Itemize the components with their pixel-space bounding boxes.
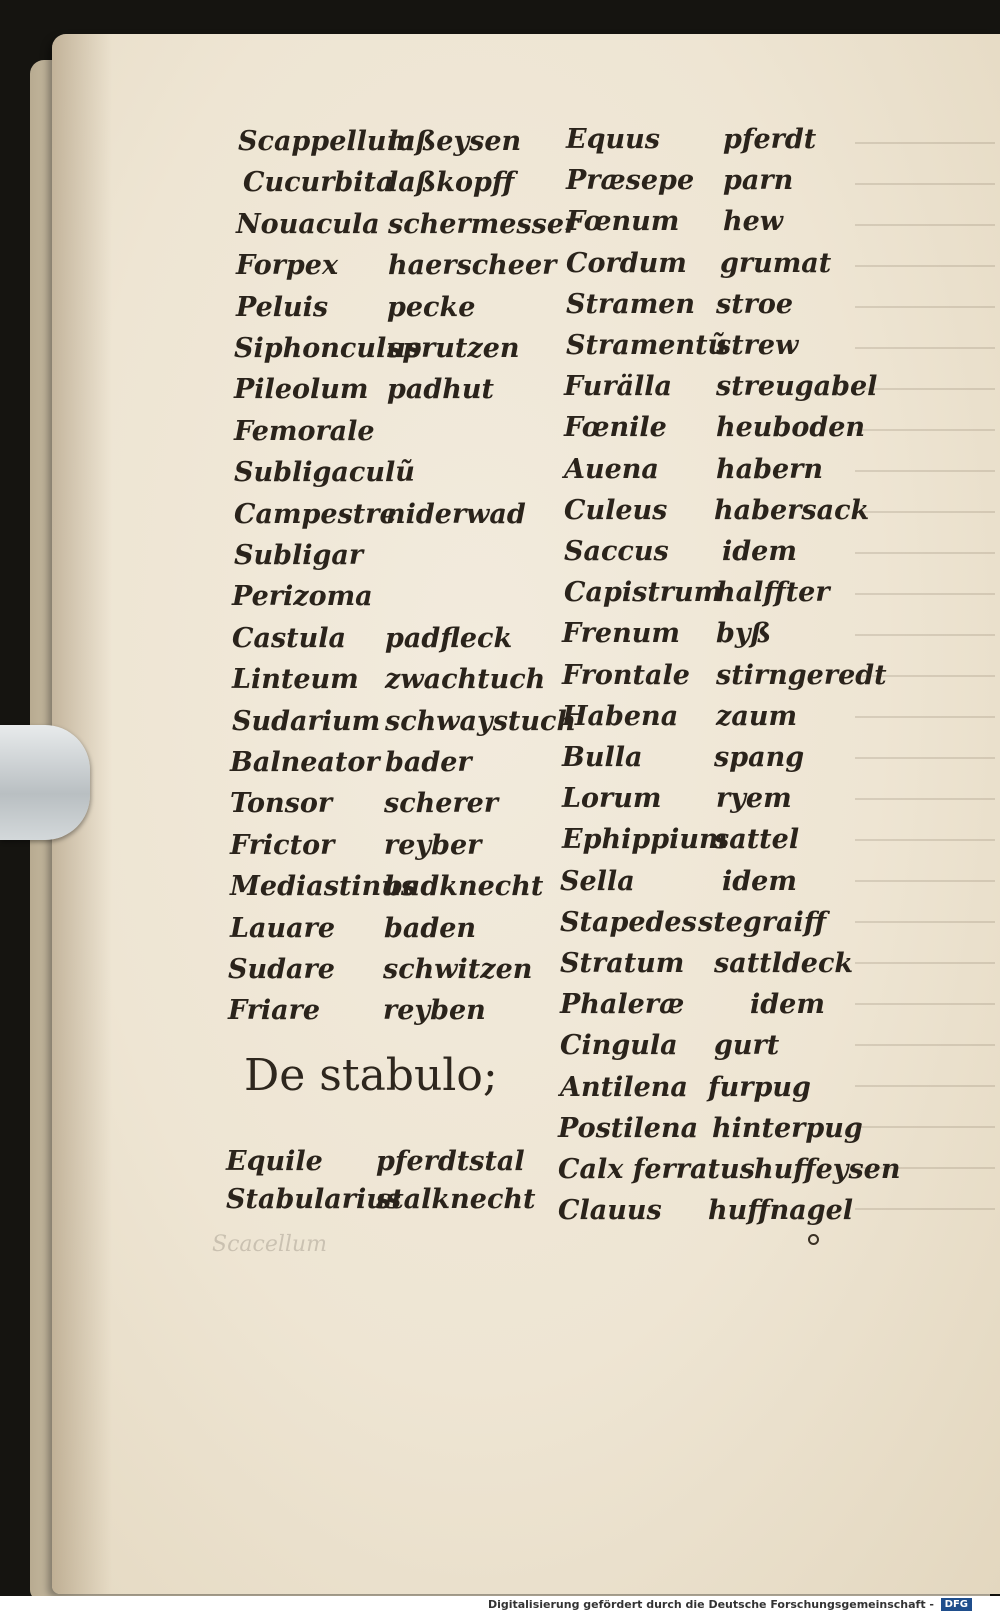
german-term: schwaystuch	[385, 705, 577, 737]
german-term: baden	[384, 912, 477, 944]
german-term: hinterpug	[712, 1112, 863, 1144]
latin-term: Forpex	[236, 250, 339, 282]
offset-print: Scacellum	[212, 1232, 327, 1257]
german-term: stirngeredt	[716, 659, 887, 691]
german-term: haerscheer	[388, 250, 557, 282]
latin-term: Lorum	[562, 783, 662, 815]
german-term: sattldeck	[714, 948, 854, 979]
german-term: parn	[723, 165, 794, 197]
latin-term: Mediastinus	[230, 871, 417, 903]
latin-term: Femorale	[234, 415, 375, 447]
german-term: pferdt	[723, 124, 817, 155]
german-term: sattel	[714, 824, 800, 856]
german-term: stalknecht	[376, 1184, 536, 1215]
latin-term: Stramen	[566, 288, 696, 320]
latin-term: Pileolum	[234, 374, 369, 406]
german-term: reyber	[384, 829, 482, 861]
section-heading: De stabulo;	[244, 1050, 498, 1101]
german-term: sprutzen	[387, 333, 520, 364]
german-term: huffnagel	[708, 1195, 854, 1227]
latin-term: Cordum	[566, 247, 687, 279]
latin-term: Campestre	[234, 498, 397, 530]
latin-term: Auena	[564, 453, 659, 485]
latin-term: Perizoma	[232, 581, 373, 613]
german-term: reyben	[383, 995, 486, 1027]
latin-term: Subligar	[234, 540, 364, 571]
latin-term: Cucurbita	[243, 167, 394, 199]
latin-term: Calx ferratus	[558, 1154, 755, 1185]
german-term: idem	[722, 536, 797, 567]
latin-term: Capistrum	[564, 577, 723, 609]
latin-term: Stabularius	[226, 1184, 402, 1215]
german-term: ryem	[716, 783, 792, 815]
german-term: spang	[714, 742, 805, 773]
german-term: laßeysen	[388, 126, 522, 157]
german-term: padhut	[387, 374, 494, 406]
latin-term: Equus	[566, 124, 660, 155]
german-term: halffter	[716, 577, 830, 609]
latin-term: Lauare	[230, 912, 336, 944]
latin-term: Cingula	[560, 1030, 678, 1062]
latin-term: Frenum	[562, 618, 680, 650]
latin-term: Sella	[560, 865, 635, 897]
dfg-logo: DFG	[941, 1598, 972, 1611]
latin-term: Stratum	[560, 948, 685, 979]
latin-term: Clauus	[558, 1195, 662, 1227]
german-term: pecke	[387, 291, 476, 323]
latin-term: Sudarium	[232, 705, 381, 737]
latin-term: Equile	[226, 1146, 323, 1177]
latin-term: Frontale	[562, 659, 690, 691]
german-term: idem	[750, 989, 825, 1021]
latin-term: Scappellum	[238, 126, 416, 157]
german-term: furpug	[708, 1071, 811, 1103]
latin-term: Castula	[232, 622, 347, 654]
latin-term: Stapedes	[560, 906, 697, 938]
german-term: habersack	[714, 494, 870, 526]
footer-credit: Digitalisierung gefördert durch die Deutsche Forschungsgemeinschaft -	[487, 1598, 934, 1611]
latin-term: Peluis	[236, 291, 329, 323]
latin-term: Saccus	[564, 536, 669, 567]
german-term: idem	[722, 865, 797, 897]
german-term: niderwad	[386, 498, 526, 530]
latin-term: Ephippium	[562, 824, 728, 856]
german-term: stegraiff	[698, 906, 827, 938]
latin-term: Culeus	[564, 494, 668, 526]
latin-term: Nouacula	[236, 208, 380, 240]
latin-term: Sudare	[228, 954, 335, 985]
german-term: schwitzen	[383, 954, 533, 985]
latin-term: Phaleræ	[560, 989, 685, 1021]
german-term: stroe	[716, 288, 794, 320]
german-term: badknecht	[384, 871, 544, 903]
german-term: byß	[716, 618, 772, 650]
latin-term: Frictor	[230, 829, 335, 861]
german-term: streugabel	[716, 371, 878, 403]
latin-term: Habena	[562, 700, 679, 732]
latin-term: Antilena	[560, 1071, 688, 1103]
german-term: scherer	[384, 788, 499, 820]
latin-term: Præsepe	[566, 165, 695, 197]
ornament-dot	[808, 1234, 819, 1245]
latin-term: Fœnum	[566, 206, 680, 238]
latin-term: Siphonculus	[234, 333, 422, 364]
latin-term: Fœnile	[564, 412, 667, 444]
latin-term: Bulla	[562, 742, 643, 773]
german-term: grumat	[720, 247, 832, 279]
latin-term: Postilena	[558, 1112, 699, 1144]
german-term: pferdtstal	[376, 1146, 525, 1177]
german-term: heuboden	[716, 412, 866, 444]
german-term: zaum	[716, 700, 798, 732]
latin-term: Stramentũ	[566, 330, 728, 361]
german-term: zwachtuch	[385, 664, 546, 696]
german-term: schermesser	[388, 208, 579, 240]
german-term: gurt	[714, 1030, 780, 1062]
german-term: padfleck	[385, 622, 513, 654]
latin-term: Friare	[228, 995, 321, 1027]
latin-term: Furälla	[564, 371, 673, 403]
german-term: huffeysen	[754, 1154, 901, 1185]
german-term: habern	[716, 453, 824, 485]
latin-term: Balneator	[230, 747, 380, 778]
page-clip	[0, 725, 90, 840]
german-term: strew	[716, 330, 799, 361]
latin-term: Linteum	[232, 664, 359, 696]
german-term: bader	[385, 747, 472, 778]
german-term: laßkopff	[388, 167, 515, 199]
latin-term: Tonsor	[230, 788, 333, 820]
german-term: hew	[723, 206, 784, 238]
latin-term: Subligaculũ	[234, 457, 415, 489]
